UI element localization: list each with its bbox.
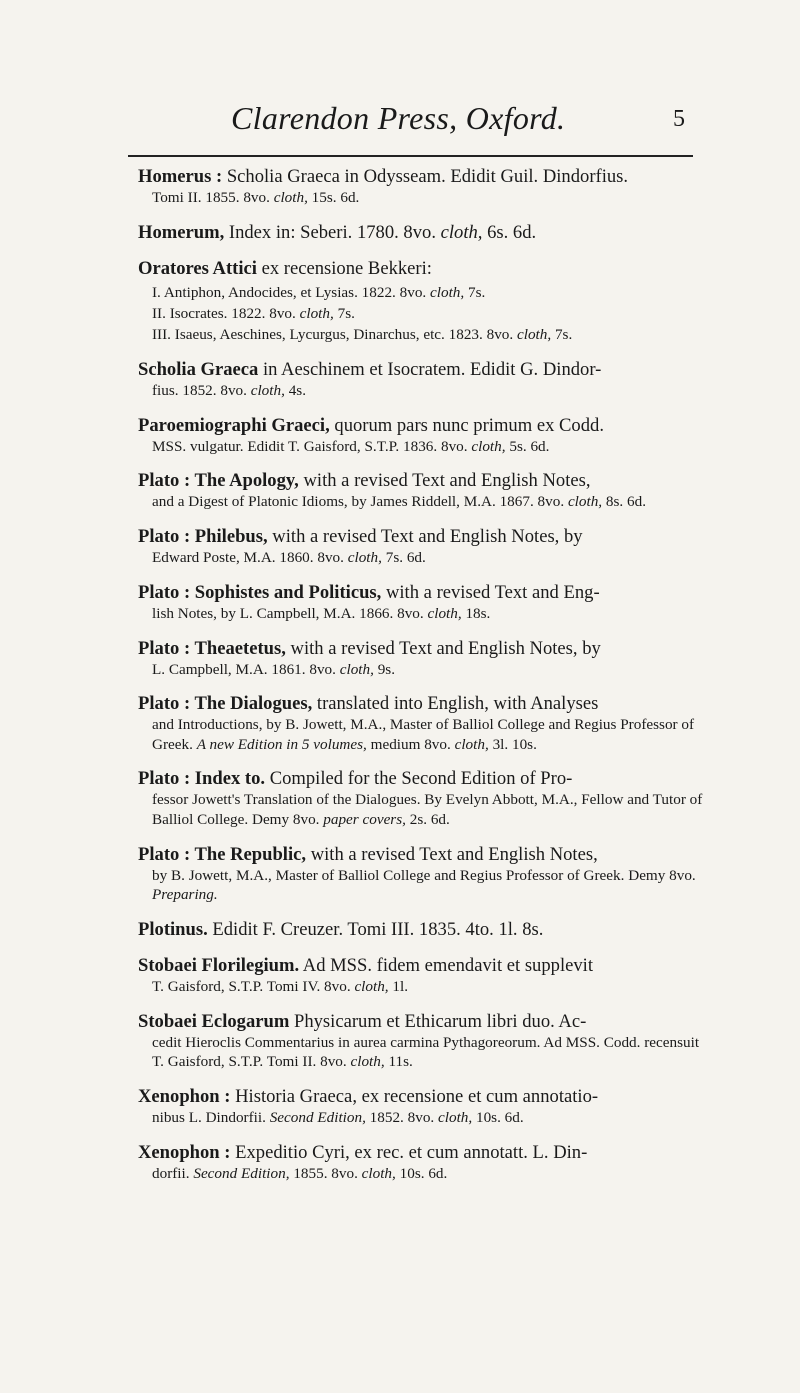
entry-binding: cloth, — [299, 304, 334, 322]
entry-headword: Plato : Philebus, — [138, 526, 268, 548]
entry-body-text: lish Notes, by L. Campbell, M.A. 1866. 8vo. — [152, 604, 428, 622]
entry-body — [138, 437, 706, 457]
entry-body-text: MSS. vulgatur. Edidit T. Gaisford, S.T.P. 1836. 8vo. — [152, 437, 472, 455]
entry-heading-text: Physicarum et Ethicarum libri duo. Ac- — [289, 1010, 587, 1032]
entry-heading — [138, 768, 706, 790]
entry-body — [138, 604, 706, 624]
header-rule — [128, 155, 693, 157]
entry-body — [138, 1164, 706, 1184]
catalogue-entry — [138, 1142, 706, 1184]
entry-price: 8s. 6d. — [602, 493, 646, 511]
entry-body-text: 1852. 8vo. — [365, 1108, 439, 1126]
entry-body-text: Edward Poste, M.A. 1860. 8vo. — [152, 549, 348, 567]
entry-body-text: L. Campbell, M.A. 1861. 8vo. — [152, 660, 340, 678]
entry-price: 4s. — [284, 382, 306, 400]
entry-edition: Second Edition, — [193, 1164, 290, 1182]
entry-price: 9s. — [373, 660, 396, 678]
entry-heading-text: with a revised Text and English Notes, by — [285, 637, 601, 659]
entry-body-text: 1855. 8vo. — [289, 1164, 362, 1182]
entry-headword: Oratores Attici — [138, 257, 257, 279]
entry-binding: cloth, — [250, 382, 285, 400]
entry-headword: Plotinus. — [138, 918, 208, 940]
entry-binding: cloth, — [350, 1053, 385, 1071]
entry-heading-text: with a revised Text and English Notes, — [298, 470, 591, 492]
sub-item-text: III. Isaeus, Aeschines, Lycurgus, Dinarchus, etc. 1823. 8vo. — [152, 325, 517, 343]
entry-heading — [138, 693, 706, 715]
entry-body — [138, 866, 706, 905]
entry-body-text: fessor Jowett's Translation of the Dialogues. By Evelyn Abbott, M.A., Fellow and Tutor of Balliol College. Demy 8vo. — [152, 791, 703, 828]
entry-binding: cloth, — [471, 437, 506, 455]
entry-body — [138, 1033, 706, 1072]
entry-heading — [138, 844, 706, 866]
catalogue-entry — [138, 768, 706, 829]
entry-heading — [138, 1142, 706, 1164]
entry-binding: cloth, — [430, 283, 465, 301]
entry-headword: Plato : The Dialogues, — [138, 693, 313, 715]
entry-body-text: dorfii. — [152, 1164, 194, 1182]
entry-heading-text: in Aeschinem et Isocratem. Edidit G. Dindor- — [258, 359, 602, 381]
catalogue-entry — [138, 919, 706, 941]
catalogue-entry — [138, 415, 706, 457]
running-head — [125, 100, 695, 144]
catalogue-entry — [138, 582, 706, 624]
entry-body-text: nibus L. Dindorfii. — [152, 1108, 270, 1126]
entry-price: 3l. 10s. — [488, 735, 537, 753]
page-number: 5 — [673, 106, 685, 132]
entry-body — [138, 660, 706, 680]
entry-heading-text: Edidit F. Creuzer. Tomi III. 1835. 4to. 1l. 8s. — [207, 918, 544, 940]
entry-price: 10s. 6d. — [395, 1164, 448, 1182]
entry-heading-text: with a revised Text and Eng- — [381, 581, 600, 603]
sub-item — [138, 303, 706, 324]
catalogue-entries — [138, 166, 706, 1197]
catalogue-entry — [138, 693, 706, 754]
entry-body-text: Tomi II. 1855. 8vo. — [152, 189, 274, 206]
entry-price: 15s. 6d. — [307, 189, 360, 206]
entry-price: 7s. 6d. — [381, 549, 426, 567]
entry-body-text: medium 8vo. — [366, 735, 455, 753]
entry-heading — [138, 359, 706, 381]
entry-binding: cloth, — [567, 493, 603, 511]
entry-heading — [138, 582, 706, 604]
entry-price: 11s. — [384, 1053, 413, 1071]
sub-item — [138, 324, 706, 345]
entry-price: 7s. — [551, 325, 573, 343]
catalogue-entry — [138, 258, 706, 345]
entry-binding: cloth, — [440, 221, 483, 243]
entry-headword: Plato : The Republic, — [138, 843, 307, 865]
entry-body — [138, 1108, 706, 1128]
entry-heading-text: quorum pars nunc primum ex Codd. — [329, 414, 604, 436]
entry-body — [138, 188, 706, 208]
entry-body — [138, 790, 706, 829]
entry-headword: Stobaei Eclogarum — [138, 1010, 290, 1032]
entry-body-text: and Introductions, by B. Jowett, M.A., Master of Balliol College and Regius Professor of Greek. — [152, 716, 695, 753]
entry-heading-text: Expeditio Cyri, ex rec. et cum annotatt. L. Din- — [230, 1141, 588, 1163]
entry-binding: cloth, — [354, 977, 389, 995]
entry-heading — [138, 1011, 706, 1033]
catalogue-entry — [138, 222, 706, 244]
entry-price: 6s. 6d. — [482, 221, 537, 243]
entry-heading — [138, 166, 706, 188]
entry-headword: Homerus : — [138, 166, 223, 187]
entry-heading-text: Index in: Seberi. 1780. 8vo. — [224, 221, 441, 243]
entry-body-text: and a Digest of Platonic Idioms, by James Riddell, M.A. 1867. 8vo. — [152, 493, 568, 511]
entry-heading — [138, 1086, 706, 1108]
entry-heading — [138, 415, 706, 437]
entry-price: 7s. — [333, 304, 355, 322]
entry-body — [138, 381, 706, 401]
entry-edition: Second Edition, — [269, 1108, 366, 1126]
entry-binding: cloth, — [339, 660, 374, 678]
entry-heading-text: with a revised Text and English Notes, — [306, 843, 598, 865]
page-title: Clarendon Press, Oxford. — [231, 100, 566, 136]
entry-price: 5s. 6d. — [505, 437, 550, 455]
entry-binding: cloth, — [438, 1108, 473, 1126]
entry-heading — [138, 955, 706, 977]
entry-headword: Plato : Index to. — [138, 768, 266, 790]
entry-heading-text: ex recensione Bekkeri: — [256, 257, 432, 279]
entry-price: 2s. 6d. — [405, 810, 450, 828]
sub-item-text: I. Antiphon, Andocides, et Lysias. 1822. 8vo. — [152, 283, 431, 301]
entry-body — [138, 715, 706, 754]
entry-binding: cloth, — [361, 1164, 396, 1182]
entry-headword: Plato : The Apology, — [138, 470, 299, 492]
entry-heading — [138, 222, 706, 244]
entry-body — [138, 492, 706, 512]
entry-binding: cloth, — [454, 735, 489, 753]
catalogue-entry — [138, 166, 706, 208]
entry-headword: Xenophon : — [138, 1085, 231, 1107]
entry-binding: cloth, — [516, 325, 552, 343]
entry-heading — [138, 638, 706, 660]
catalogue-entry — [138, 638, 706, 680]
entry-body — [138, 977, 706, 997]
entry-price: 18s. — [461, 604, 491, 622]
entry-body-text: fius. 1852. 8vo. — [152, 382, 251, 400]
entry-body-text: cedit Hieroclis Commentarius in aurea carmina Pythagoreorum. Ad MSS. Codd. recensuit T. Gaisford, S.T.P. Tomi II. 8vo. — [152, 1033, 700, 1071]
entry-headword: Plato : Theaetetus, — [138, 637, 286, 659]
catalogue-entry — [138, 526, 706, 568]
entry-body — [138, 548, 706, 568]
sub-item-text: II. Isocrates. 1822. 8vo. — [152, 304, 300, 322]
entry-status: Preparing. — [152, 886, 218, 904]
catalogue-entry — [138, 1086, 706, 1128]
entry-headword: Scholia Graeca — [138, 359, 259, 381]
entry-price: 7s. — [464, 283, 486, 301]
catalogue-entry — [138, 470, 706, 512]
entry-heading — [138, 470, 706, 492]
catalogue-entry — [138, 844, 706, 905]
entry-headword: Xenophon : — [138, 1141, 231, 1163]
entry-headword: Paroemiographi Graeci, — [138, 414, 330, 436]
entry-heading — [138, 258, 706, 280]
entry-headword: Stobaei Florilegium. — [138, 954, 300, 976]
entry-binding: cloth, — [273, 189, 308, 206]
entry-body-text: T. Gaisford, S.T.P. Tomi IV. 8vo. — [152, 977, 355, 995]
entry-binding: cloth, — [347, 549, 382, 567]
entry-heading — [138, 919, 706, 941]
entry-heading-text: Scholia Graeca in Odysseam. Edidit Guil. Dindorfius. — [222, 166, 629, 187]
entry-heading — [138, 526, 706, 548]
entry-headword: Plato : Sophistes and Politicus, — [138, 581, 382, 603]
entry-binding: cloth, — [427, 604, 462, 622]
entry-heading-text: with a revised Text and English Notes, by — [267, 526, 583, 548]
entry-heading-text: Ad MSS. fidem emendavit et supplevit — [299, 954, 593, 976]
entry-heading-text: Historia Graeca, ex recensione et cum annotatio- — [230, 1085, 599, 1107]
catalogue-entry — [138, 359, 706, 401]
entry-heading-text: Compiled for the Second Edition of Pro- — [265, 768, 573, 790]
entry-price: 1l. — [388, 977, 409, 995]
catalogue-entry — [138, 955, 706, 997]
sub-item — [138, 282, 706, 303]
entry-headword: Homerum, — [138, 221, 225, 243]
entry-binding: paper covers, — [323, 810, 406, 828]
entry-body-text: by B. Jowett, M.A., Master of Balliol College and Regius Professor of Greek. Demy 8vo. — [152, 866, 696, 884]
entry-edition: A new Edition in 5 volumes, — [196, 735, 367, 753]
entry-heading-text: translated into English, with Analyses — [312, 693, 599, 715]
catalogue-entry — [138, 1011, 706, 1072]
entry-price: 10s. 6d. — [472, 1108, 524, 1126]
